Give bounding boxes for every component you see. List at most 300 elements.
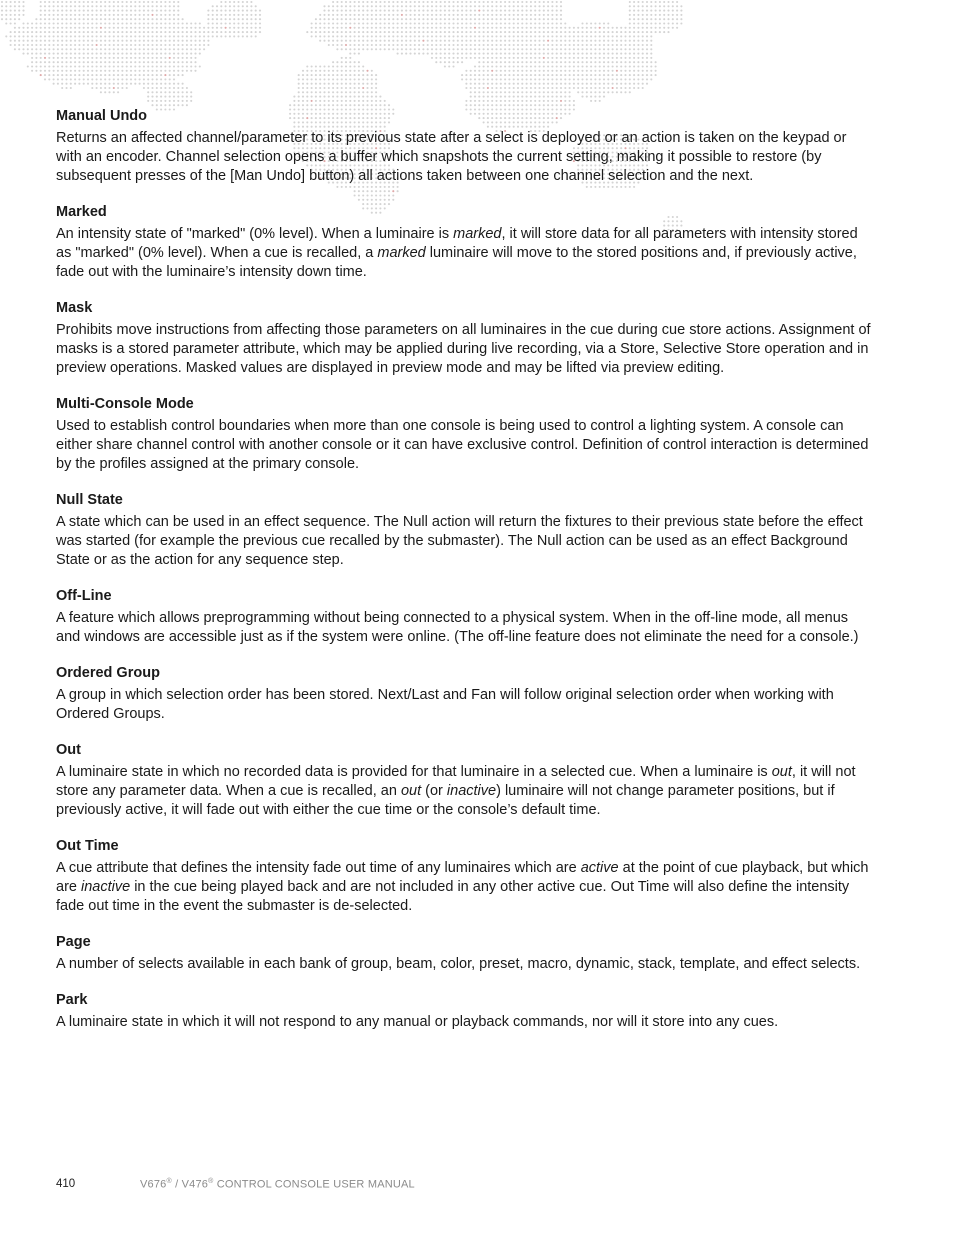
map-dot: [392, 48, 394, 50]
map-dot: [599, 61, 601, 63]
map-dot: [151, 1, 153, 3]
map-dot: [126, 70, 128, 72]
map-dot: [130, 5, 132, 7]
map-dot: [57, 18, 59, 20]
map-dot: [586, 70, 588, 72]
map-dot: [164, 61, 166, 63]
map-dot: [538, 104, 540, 106]
map-dot: [147, 74, 149, 76]
map-dot: [388, 5, 390, 7]
map-dot: [526, 31, 528, 33]
map-dot: [169, 27, 171, 29]
map-dot: [139, 31, 141, 33]
map-dot: [190, 61, 192, 63]
map-dot: [556, 87, 558, 89]
map-dot: [444, 35, 446, 37]
map-dot: [448, 44, 450, 46]
map-dot: [478, 22, 480, 24]
map-dot: [371, 96, 373, 98]
map-dot: [186, 48, 188, 50]
map-dot: [70, 78, 72, 80]
map-dot: [465, 100, 467, 102]
map-dot: [61, 61, 63, 63]
map-dot: [96, 83, 98, 85]
map-dot: [500, 57, 502, 59]
glossary-definition: [56, 763, 872, 820]
map-dot: [603, 74, 605, 76]
map-dot: [483, 40, 485, 42]
map-dot: [225, 5, 227, 7]
map-dot: [487, 27, 489, 29]
map-dot: [440, 1, 442, 3]
map-dot: [478, 48, 480, 50]
map-dot: [212, 5, 214, 7]
map-dot: [495, 14, 497, 16]
map-dot: [465, 1, 467, 3]
map-dot: [229, 35, 231, 37]
map-dot: [323, 27, 325, 29]
map-dot: [332, 61, 334, 63]
map-dot: [530, 48, 532, 50]
map-dot: [487, 61, 489, 63]
map-dot: [495, 40, 497, 42]
map-dot: [495, 1, 497, 3]
glossary-term: Ordered Group: [56, 665, 160, 681]
map-dot: [233, 31, 235, 33]
map-dot: [5, 22, 7, 24]
map-dot: [160, 57, 162, 59]
map-dot: [603, 87, 605, 89]
map-dot: [354, 5, 356, 7]
map-dot: [113, 31, 115, 33]
map-dot: [332, 74, 334, 76]
map-dot: [311, 87, 313, 89]
map-dot: [362, 14, 364, 16]
map-dot: [504, 70, 506, 72]
map-dot: [10, 31, 12, 33]
map-dot: [504, 78, 506, 80]
map-dot: [487, 31, 489, 33]
map-dot: [237, 14, 239, 16]
map-dot: [401, 40, 403, 42]
map-dot: [117, 10, 119, 12]
map-dot: [147, 27, 149, 29]
map-dot: [624, 78, 626, 80]
map-dot: [87, 40, 89, 42]
map-dot: [409, 5, 411, 7]
map-dot: [594, 70, 596, 72]
map-dot: [65, 48, 67, 50]
map-dot: [130, 61, 132, 63]
map-dot: [538, 1, 540, 3]
map-dot: [551, 22, 553, 24]
map-dot: [61, 40, 63, 42]
map-dot: [126, 83, 128, 85]
map-dot: [440, 53, 442, 55]
map-dot: [336, 1, 338, 3]
map-dot: [474, 40, 476, 42]
map-dot: [349, 78, 351, 80]
map-dot: [375, 100, 377, 102]
map-dot: [392, 1, 394, 3]
map-dot: [358, 53, 360, 55]
map-dot: [543, 1, 545, 3]
map-dot: [435, 53, 437, 55]
map-dot: [169, 14, 171, 16]
map-dot: [616, 27, 618, 29]
map-dot: [607, 65, 609, 67]
map-dot: [513, 83, 515, 85]
map-dot: [538, 5, 540, 7]
map-dot: [478, 35, 480, 37]
map-dot: [508, 27, 510, 29]
map-dot: [607, 27, 609, 29]
map-dot: [237, 27, 239, 29]
map-dot: [538, 14, 540, 16]
map-dot: [375, 18, 377, 20]
map-dot: [225, 35, 227, 37]
map-dot: [440, 35, 442, 37]
map-dot: [547, 27, 549, 29]
map-dot: [612, 61, 614, 63]
map-dot: [104, 61, 106, 63]
map-dot: [108, 1, 110, 3]
map-dot: [169, 100, 171, 102]
map-dot: [590, 78, 592, 80]
glossary-term: Out: [56, 742, 81, 758]
map-dot: [134, 1, 136, 3]
map-dot: [104, 35, 106, 37]
map-dot: [306, 65, 308, 67]
map-dot: [113, 27, 115, 29]
map-dot: [108, 10, 110, 12]
map-dot: [173, 18, 175, 20]
map-dot: [495, 74, 497, 76]
map-dot: [40, 10, 42, 12]
map-dot: [5, 5, 7, 7]
map-dot: [18, 5, 20, 7]
map-dot: [564, 78, 566, 80]
map-dot: [139, 44, 141, 46]
map-dot: [569, 83, 571, 85]
map-dot: [177, 10, 179, 12]
map-dot: [306, 100, 308, 102]
map-dot: [362, 87, 364, 89]
map-dot: [616, 57, 618, 59]
map-dot: [392, 5, 394, 7]
map-dot: [629, 65, 631, 67]
map-dot: [70, 57, 72, 59]
map-dot: [504, 57, 506, 59]
map-dot: [478, 10, 480, 12]
map-dot: [156, 57, 158, 59]
map-dot: [379, 96, 381, 98]
map-dot: [444, 57, 446, 59]
map-dot: [388, 1, 390, 3]
map-dot: [121, 10, 123, 12]
map-dot: [599, 48, 601, 50]
map-dot: [603, 78, 605, 80]
map-dot: [470, 1, 472, 3]
map-dot: [543, 53, 545, 55]
map-dot: [83, 61, 85, 63]
map-dot: [560, 10, 562, 12]
map-dot: [332, 40, 334, 42]
map-dot: [573, 100, 575, 102]
map-dot: [534, 5, 536, 7]
map-dot: [160, 22, 162, 24]
map-dot: [461, 78, 463, 80]
map-dot: [182, 65, 184, 67]
map-dot: [143, 48, 145, 50]
map-dot: [164, 65, 166, 67]
map-dot: [569, 100, 571, 102]
map-dot: [508, 35, 510, 37]
map-dot: [173, 48, 175, 50]
map-dot: [169, 48, 171, 50]
map-dot: [581, 48, 583, 50]
map-dot: [87, 5, 89, 7]
map-dot: [526, 96, 528, 98]
map-dot: [306, 83, 308, 85]
map-dot: [336, 61, 338, 63]
map-dot: [543, 48, 545, 50]
map-dot: [173, 27, 175, 29]
map-dot: [448, 10, 450, 12]
map-dot: [547, 83, 549, 85]
map-dot: [470, 70, 472, 72]
map-dot: [160, 48, 162, 50]
map-dot: [474, 96, 476, 98]
map-dot: [48, 5, 50, 7]
map-dot: [573, 44, 575, 46]
map-dot: [517, 57, 519, 59]
map-dot: [83, 48, 85, 50]
map-dot: [117, 87, 119, 89]
map-dot: [646, 22, 648, 24]
map-dot: [444, 44, 446, 46]
map-dot: [603, 57, 605, 59]
map-dot: [332, 10, 334, 12]
map-dot: [22, 5, 24, 7]
map-dot: [646, 57, 648, 59]
map-dot: [65, 44, 67, 46]
map-dot: [169, 22, 171, 24]
map-dot: [117, 5, 119, 7]
map-dot: [448, 53, 450, 55]
map-dot: [108, 31, 110, 33]
map-dot: [336, 91, 338, 93]
map-dot: [104, 18, 106, 20]
map-dot: [139, 5, 141, 7]
map-dot: [491, 74, 493, 76]
map-dot: [362, 96, 364, 98]
map-dot: [637, 87, 639, 89]
map-dot: [435, 48, 437, 50]
map-dot: [521, 1, 523, 3]
map-dot: [164, 53, 166, 55]
map-dot: [624, 91, 626, 93]
map-dot: [65, 14, 67, 16]
map-dot: [70, 35, 72, 37]
map-dot: [637, 35, 639, 37]
map-dot: [508, 96, 510, 98]
map-dot: [65, 5, 67, 7]
map-dot: [302, 83, 304, 85]
map-dot: [341, 91, 343, 93]
map-dot: [672, 10, 674, 12]
map-dot: [414, 40, 416, 42]
map-dot: [392, 27, 394, 29]
map-dot: [375, 5, 377, 7]
map-dot: [543, 40, 545, 42]
map-dot: [418, 53, 420, 55]
map-dot: [521, 83, 523, 85]
map-dot: [633, 35, 635, 37]
map-dot: [108, 14, 110, 16]
map-dot: [612, 40, 614, 42]
map-dot: [526, 61, 528, 63]
map-dot: [526, 74, 528, 76]
map-dot: [483, 61, 485, 63]
map-dot: [586, 48, 588, 50]
map-dot: [487, 44, 489, 46]
map-dot: [61, 22, 63, 24]
map-dot: [164, 57, 166, 59]
map-dot: [405, 22, 407, 24]
map-dot: [126, 87, 128, 89]
map-dot: [126, 5, 128, 7]
map-dot: [160, 18, 162, 20]
map-dot: [452, 27, 454, 29]
map-dot: [345, 87, 347, 89]
map-dot: [586, 91, 588, 93]
map-dot: [513, 18, 515, 20]
map-dot: [560, 96, 562, 98]
map-dot: [328, 14, 330, 16]
map-dot: [405, 35, 407, 37]
map-dot: [427, 14, 429, 16]
map-dot: [452, 40, 454, 42]
map-dot: [345, 91, 347, 93]
map-dot: [139, 1, 141, 3]
map-dot: [401, 48, 403, 50]
map-dot: [126, 65, 128, 67]
map-dot: [371, 35, 373, 37]
map-dot: [431, 27, 433, 29]
map-dot: [379, 18, 381, 20]
map-dot: [448, 31, 450, 33]
map-dot: [409, 31, 411, 33]
map-dot: [470, 18, 472, 20]
map-dot: [384, 10, 386, 12]
map-dot: [332, 31, 334, 33]
map-dot: [384, 1, 386, 3]
map-dot: [61, 31, 63, 33]
map-dot: [405, 27, 407, 29]
map-dot: [461, 14, 463, 16]
map-dot: [646, 14, 648, 16]
map-dot: [173, 35, 175, 37]
map-dot: [500, 91, 502, 93]
glossary-term: Manual Undo: [56, 108, 148, 124]
map-dot: [530, 65, 532, 67]
map-dot: [169, 74, 171, 76]
map-dot: [100, 57, 102, 59]
map-dot: [672, 18, 674, 20]
map-dot: [607, 61, 609, 63]
map-dot: [164, 18, 166, 20]
map-dot: [134, 78, 136, 80]
map-dot: [384, 40, 386, 42]
map-dot: [543, 35, 545, 37]
map-dot: [151, 70, 153, 72]
map-dot: [616, 91, 618, 93]
map-dot: [74, 65, 76, 67]
map-dot: [371, 83, 373, 85]
map-dot: [500, 14, 502, 16]
map-dot: [332, 1, 334, 3]
map-dot: [319, 35, 321, 37]
map-dot: [655, 14, 657, 16]
map-dot: [100, 61, 102, 63]
map-dot: [457, 10, 459, 12]
map-dot: [655, 31, 657, 33]
map-dot: [100, 48, 102, 50]
map-dot: [362, 100, 364, 102]
map-dot: [607, 70, 609, 72]
map-dot: [440, 44, 442, 46]
map-dot: [190, 44, 192, 46]
map-dot: [474, 31, 476, 33]
map-dot: [513, 65, 515, 67]
map-dot: [495, 78, 497, 80]
map-dot: [121, 5, 123, 7]
map-dot: [22, 10, 24, 12]
map-dot: [474, 83, 476, 85]
map-dot: [474, 35, 476, 37]
map-dot: [526, 35, 528, 37]
map-dot: [323, 104, 325, 106]
definition-text: luminaire will move to the stored positions and, if previously active, fade out with the luminaire’s intensity down time.: [56, 245, 857, 280]
map-dot: [151, 27, 153, 29]
map-dot: [642, 35, 644, 37]
map-dot: [612, 48, 614, 50]
map-dot: [448, 22, 450, 24]
map-dot: [547, 10, 549, 12]
map-dot: [590, 53, 592, 55]
map-dot: [156, 5, 158, 7]
map-dot: [293, 104, 295, 106]
map-dot: [487, 57, 489, 59]
map-dot: [650, 18, 652, 20]
map-dot: [362, 78, 364, 80]
map-dot: [616, 48, 618, 50]
map-dot: [431, 44, 433, 46]
map-dot: [358, 91, 360, 93]
map-dot: [607, 78, 609, 80]
map-dot: [534, 53, 536, 55]
glossary-term: Page: [56, 934, 91, 950]
map-dot: [341, 74, 343, 76]
map-dot: [461, 44, 463, 46]
map-dot: [556, 10, 558, 12]
map-dot: [83, 27, 85, 29]
map-dot: [186, 87, 188, 89]
map-dot: [517, 18, 519, 20]
map-dot: [543, 31, 545, 33]
map-dot: [440, 48, 442, 50]
